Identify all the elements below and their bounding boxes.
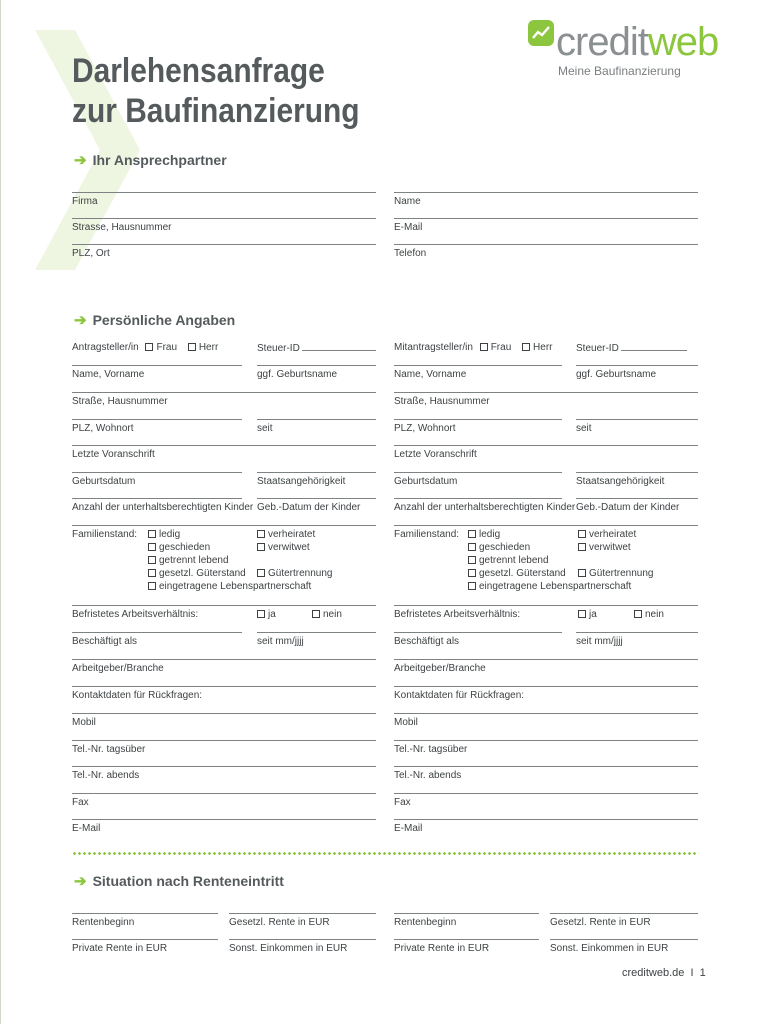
verwitwet-label-2: verwitwet bbox=[589, 542, 631, 553]
checkbox-geschieden-2[interactable] bbox=[468, 543, 476, 551]
field-private-rente[interactable]: Private Rente in EUR bbox=[72, 939, 218, 955]
antragsteller-label: Antragsteller/in bbox=[72, 342, 139, 353]
checkbox-getrennt[interactable] bbox=[148, 556, 156, 564]
checkbox-gesetzl[interactable] bbox=[148, 569, 156, 577]
checkbox-ledig-2[interactable] bbox=[468, 530, 476, 538]
verheiratet-label-2: verheiratet bbox=[589, 529, 637, 540]
checkbox-ja-2[interactable] bbox=[578, 610, 586, 618]
checkbox-verheiratet[interactable] bbox=[257, 530, 265, 538]
familienstand-label-2: Familienstand: bbox=[394, 529, 460, 540]
geschieden-label: geschieden bbox=[159, 542, 211, 553]
befristet-label: Befristetes Arbeitsverhältnis: bbox=[72, 609, 199, 620]
field-geburtsname[interactable]: ggf. Geburtsname bbox=[257, 365, 376, 381]
steuer-id-label: Steuer-ID bbox=[257, 343, 300, 354]
field-strasse-hausnummer[interactable]: Straße, Hausnummer bbox=[72, 392, 376, 408]
field-geburtsdatum-2[interactable]: Geburtsdatum bbox=[394, 472, 562, 488]
field-gesetzl-rente[interactable]: Gesetzl. Rente in EUR bbox=[229, 913, 376, 929]
checkbox-geschieden[interactable] bbox=[148, 543, 156, 551]
field-gesetzl-rente-2[interactable]: Gesetzl. Rente in EUR bbox=[550, 913, 698, 929]
checkbox-herr-2[interactable] bbox=[522, 343, 530, 351]
checkbox-gesetzl-2[interactable] bbox=[468, 569, 476, 577]
arrow-right-icon: ➔ bbox=[74, 152, 87, 169]
field-rentenbeginn-2[interactable]: Rentenbeginn bbox=[394, 913, 539, 929]
familienstand-label: Familienstand: bbox=[72, 529, 138, 540]
logo-web-text: web bbox=[647, 20, 719, 64]
footer-page-number: creditweb.de I 1 bbox=[622, 967, 706, 979]
logo-credit-text: credit bbox=[556, 20, 648, 64]
field-arbeitgeber-2[interactable]: Arbeitgeber/Branche bbox=[394, 659, 698, 675]
ledig-label: ledig bbox=[159, 529, 181, 540]
field-tel-tagsueber[interactable]: Tel.-Nr. tagsüber bbox=[72, 740, 376, 756]
field-mobil[interactable]: Mobil bbox=[72, 713, 376, 729]
field-plz-wohnort-2[interactable]: PLZ, Wohnort bbox=[394, 419, 562, 435]
mitantragsteller-row bbox=[394, 341, 553, 354]
field-strasse[interactable]: Strasse, Hausnummer bbox=[72, 218, 376, 234]
steuer-id-line bbox=[302, 341, 376, 351]
checkbox-frau[interactable] bbox=[145, 343, 153, 351]
frau-label-2: Frau bbox=[490, 342, 512, 353]
field-anzahl-kinder-2[interactable]: Anzahl der unterhaltsberechtigten Kinder bbox=[394, 498, 562, 514]
field-plz-ort[interactable]: PLZ, Ort bbox=[72, 244, 376, 260]
field-name-vorname-2[interactable]: Name, Vorname bbox=[394, 365, 562, 381]
page-title-line2: zur Baufinanzierung bbox=[72, 92, 360, 130]
page-edge-line bbox=[0, 0, 1, 1024]
field-email-persoenlich[interactable]: E-Mail bbox=[72, 819, 376, 835]
field-letzte-voranschrift[interactable]: Letzte Voranschrift bbox=[72, 445, 376, 461]
field-seit-2[interactable]: seit bbox=[576, 419, 698, 435]
befristet-row bbox=[72, 605, 376, 621]
gesetzl-label: gesetzl. Güterstand bbox=[159, 568, 246, 579]
geschieden-label-2: geschieden bbox=[479, 542, 531, 553]
field-name-vorname[interactable]: Name, Vorname bbox=[72, 365, 242, 381]
steuer-id-field[interactable] bbox=[257, 341, 376, 355]
field-beschaeftigt[interactable]: Beschäftigt als bbox=[72, 632, 242, 648]
page-title-line1: Darlehensanfrage bbox=[72, 52, 325, 90]
field-staatsangehoerigkeit-2[interactable]: Staatsangehörigkeit bbox=[576, 472, 698, 488]
befristet-label-2: Befristetes Arbeitsverhältnis: bbox=[394, 609, 521, 620]
field-anzahl-kinder[interactable]: Anzahl der unterhaltsberechtigten Kinder bbox=[72, 498, 242, 514]
section-heading-text: Persönliche Angaben bbox=[92, 312, 236, 328]
dotted-divider bbox=[72, 852, 698, 855]
field-tel-abends-2[interactable]: Tel.-Nr. abends bbox=[394, 766, 698, 782]
field-arbeitgeber[interactable]: Arbeitgeber/Branche bbox=[72, 659, 376, 675]
kontaktdaten-label-2: Kontaktdaten für Rückfragen: bbox=[394, 686, 698, 702]
kontaktdaten-label: Kontaktdaten für Rückfragen: bbox=[72, 686, 376, 702]
field-strasse-hausnummer-2[interactable]: Straße, Hausnummer bbox=[394, 392, 698, 408]
field-mobil-2[interactable]: Mobil bbox=[394, 713, 698, 729]
gesetzl-label-2: gesetzl. Güterstand bbox=[479, 568, 566, 579]
checkbox-nein-2[interactable] bbox=[634, 610, 642, 618]
ledig-label-2: ledig bbox=[479, 529, 501, 540]
field-fax[interactable]: Fax bbox=[72, 793, 376, 809]
field-geb-datum-kinder[interactable]: Geb.-Datum der Kinder bbox=[257, 498, 376, 514]
field-rentenbeginn[interactable]: Rentenbeginn bbox=[72, 913, 218, 929]
field-private-rente-2[interactable]: Private Rente in EUR bbox=[394, 939, 539, 955]
logo-tagline: Meine Baufinanzierung bbox=[558, 64, 681, 78]
lebenspartner-label-2: eingetragene Lebenspartnerschaft bbox=[479, 581, 632, 592]
field-beschaeftigt-2[interactable]: Beschäftigt als bbox=[394, 632, 562, 648]
field-geburtsdatum[interactable]: Geburtsdatum bbox=[72, 472, 242, 488]
mitantragsteller-label: Mitantragsteller/in bbox=[394, 342, 473, 353]
familienstand-divider bbox=[72, 525, 376, 526]
checkbox-nein[interactable] bbox=[312, 610, 320, 618]
section-heading-persoenlich bbox=[74, 311, 235, 329]
herr-label: Herr bbox=[198, 342, 219, 353]
checkbox-ja[interactable] bbox=[257, 610, 265, 618]
checkbox-guetertrennung[interactable] bbox=[257, 569, 265, 577]
getrennt-label: getrennt lebend bbox=[159, 555, 229, 566]
field-name[interactable]: Name bbox=[394, 192, 698, 208]
section-heading-text: Ihr Ansprechpartner bbox=[92, 152, 227, 168]
getrennt-label-2: getrennt lebend bbox=[479, 555, 549, 566]
steuer-id-label-2: Steuer-ID bbox=[576, 343, 619, 354]
ja-label: ja bbox=[268, 609, 276, 620]
familienstand-options-2b bbox=[578, 528, 654, 580]
familienstand-divider-2 bbox=[394, 525, 698, 526]
arrow-right-icon: ➔ bbox=[74, 873, 87, 890]
familienstand-options-b bbox=[257, 528, 333, 580]
field-tel-tagsueber-2[interactable]: Tel.-Nr. tagsüber bbox=[394, 740, 698, 756]
checkbox-ledig[interactable] bbox=[148, 530, 156, 538]
guetertrennung-label-2: Gütertrennung bbox=[589, 568, 654, 579]
frau-label: Frau bbox=[156, 342, 178, 353]
field-sonst-einkommen[interactable]: Sonst. Einkommen in EUR bbox=[229, 939, 376, 955]
field-fax-2[interactable]: Fax bbox=[394, 793, 698, 809]
creditweb-logo-icon bbox=[528, 20, 554, 46]
verwitwet-label: verwitwet bbox=[268, 542, 310, 553]
befristet-row-2 bbox=[394, 605, 698, 621]
field-seit[interactable]: seit bbox=[257, 419, 376, 435]
section-heading-ansprechpartner bbox=[74, 151, 227, 169]
checkbox-frau-2[interactable] bbox=[480, 343, 488, 351]
checkbox-lebenspartner[interactable] bbox=[148, 582, 156, 590]
herr-label-2: Herr bbox=[533, 342, 553, 353]
field-telefon[interactable]: Telefon bbox=[394, 244, 698, 260]
field-geb-datum-kinder-2[interactable]: Geb.-Datum der Kinder bbox=[576, 498, 698, 514]
nein-label-2: nein bbox=[645, 609, 664, 620]
field-email-persoenlich-2[interactable]: E-Mail bbox=[394, 819, 698, 835]
ja-label-2: ja bbox=[589, 609, 597, 620]
lebenspartner-label: eingetragene Lebenspartnerschaft bbox=[159, 581, 312, 592]
arrow-right-icon: ➔ bbox=[74, 312, 87, 329]
logo-wordmark bbox=[556, 20, 718, 65]
field-plz-wohnort[interactable]: PLZ, Wohnort bbox=[72, 419, 242, 435]
field-email[interactable]: E-Mail bbox=[394, 218, 698, 234]
field-tel-abends[interactable]: Tel.-Nr. abends bbox=[72, 766, 376, 782]
steuer-id-field-2[interactable] bbox=[576, 341, 687, 355]
steuer-id-line-2 bbox=[621, 341, 687, 351]
checkbox-herr[interactable] bbox=[188, 343, 196, 351]
section-heading-rente bbox=[74, 872, 284, 890]
field-letzte-voranschrift-2[interactable]: Letzte Voranschrift bbox=[394, 445, 698, 461]
checkbox-verwitwet-2[interactable] bbox=[578, 543, 586, 551]
field-seit-mm-2[interactable]: seit mm/jjjj bbox=[576, 632, 698, 648]
field-firma[interactable]: Firma bbox=[72, 192, 376, 208]
checkbox-getrennt-2[interactable] bbox=[468, 556, 476, 564]
field-sonst-einkommen-2[interactable]: Sonst. Einkommen in EUR bbox=[550, 939, 698, 955]
checkbox-verheiratet-2[interactable] bbox=[578, 530, 586, 538]
checkbox-lebenspartner-2[interactable] bbox=[468, 582, 476, 590]
field-geburtsname-2[interactable]: ggf. Geburtsname bbox=[576, 365, 698, 381]
field-seit-mm[interactable]: seit mm/jjjj bbox=[257, 632, 376, 648]
antragsteller-row bbox=[72, 341, 218, 354]
section-heading-text: Situation nach Renteneintritt bbox=[92, 873, 284, 889]
field-staatsangehoerigkeit[interactable]: Staatsangehörigkeit bbox=[257, 472, 376, 488]
verheiratet-label: verheiratet bbox=[268, 529, 316, 540]
nein-label: nein bbox=[323, 609, 342, 620]
checkbox-verwitwet[interactable] bbox=[257, 543, 265, 551]
guetertrennung-label: Gütertrennung bbox=[268, 568, 333, 579]
checkbox-guetertrennung-2[interactable] bbox=[578, 569, 586, 577]
